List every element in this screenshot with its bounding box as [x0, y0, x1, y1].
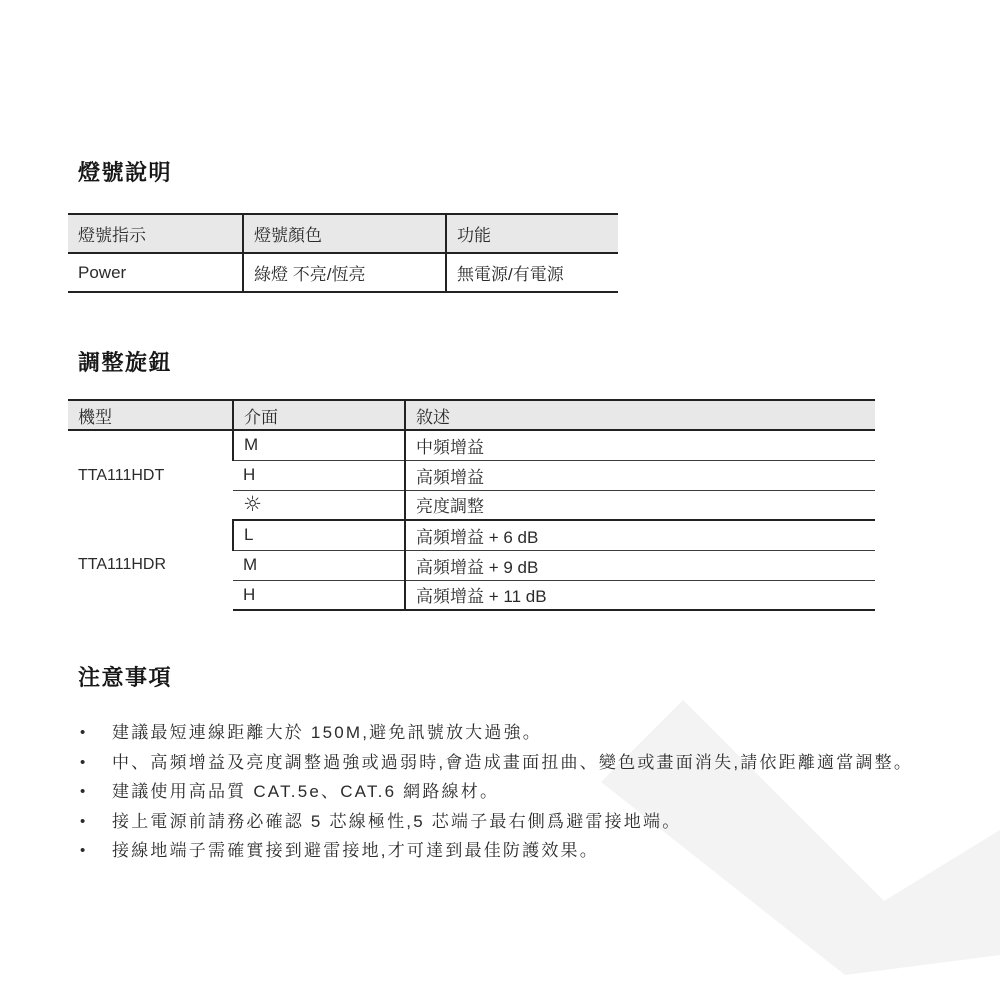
knob-cell-description: 高頻增益 + 9 dB	[405, 550, 875, 580]
knob-cell-description: 高頻增益 + 6 dB	[405, 520, 875, 550]
note-text: 建議最短連線距離大於 150M,避免訊號放大過強。	[112, 723, 542, 742]
note-text: 接上電源前請務必確認 5 芯線極性,5 芯端子最右側爲避雷接地端。	[112, 811, 682, 831]
knob-cell-interface: L	[233, 520, 405, 550]
bullet-icon: •	[80, 724, 86, 741]
table-row	[68, 520, 875, 550]
knob-cell-interface: H	[233, 580, 405, 610]
section-heading-notes: 注意事項	[78, 665, 173, 690]
bullet-icon: •	[80, 812, 86, 830]
table-row	[68, 253, 618, 292]
knob-cell-description: 亮度調整	[405, 490, 875, 520]
section-heading-led: 燈號說明	[78, 160, 173, 185]
knob-cell-description: 高頻增益	[405, 460, 875, 490]
knob-col-header-model: 機型	[78, 407, 112, 427]
list-item	[78, 777, 913, 807]
knob-cell-model-hdr: TTA111HDR	[78, 556, 167, 573]
adjustment-knob-table	[68, 399, 875, 611]
notes-bullet-list	[78, 718, 913, 866]
knob-cell-model-hdt: TTA111HDT	[78, 466, 165, 484]
list-item	[78, 836, 913, 866]
led-cell-indicator: Power	[78, 262, 127, 282]
note-text: 中、高頻增益及亮度調整過強或過弱時,會造成畫面扭曲、變色或畫面消失,請依距離適當調整。	[112, 752, 914, 772]
led-col-header-color: 燈號顏色	[243, 214, 446, 253]
table-row	[68, 430, 875, 460]
led-cell-color: 綠燈 不亮/恆亮	[243, 253, 446, 292]
bullet-icon: •	[80, 753, 86, 771]
led-table-header-row	[68, 214, 618, 253]
knob-cell-description: 高頻增益 + 11 dB	[405, 580, 875, 610]
knob-cell-interface: M	[233, 430, 405, 460]
led-cell-function: 無電源/有電源	[446, 253, 618, 292]
knob-cell-interface: H	[233, 460, 405, 490]
knob-cell-interface	[233, 490, 405, 520]
knob-table-header-row	[68, 400, 875, 430]
knob-col-header-interface: 介面	[233, 400, 405, 430]
section-heading-knob: 調整旋鈕	[78, 350, 173, 375]
note-text: 建議使用高品質 CAT.5e、CAT.6 網路線材。	[112, 782, 500, 802]
knob-cell-interface: M	[233, 550, 405, 580]
list-item	[78, 807, 913, 837]
knob-col-header-description: 敘述	[405, 400, 875, 430]
brightness-sun-icon: ☼	[243, 491, 262, 516]
bullet-icon: •	[80, 783, 86, 801]
bullet-icon: •	[80, 842, 86, 860]
list-item	[78, 748, 913, 778]
note-text: 接線地端子需確實接到避雷接地,才可達到最佳防護效果。	[112, 841, 599, 861]
led-col-header-indicator: 燈號指示	[78, 226, 146, 245]
led-col-header-function: 功能	[446, 214, 618, 253]
knob-cell-description: 中頻增益	[405, 430, 875, 460]
list-item	[78, 718, 913, 748]
led-indicator-table	[68, 213, 618, 293]
